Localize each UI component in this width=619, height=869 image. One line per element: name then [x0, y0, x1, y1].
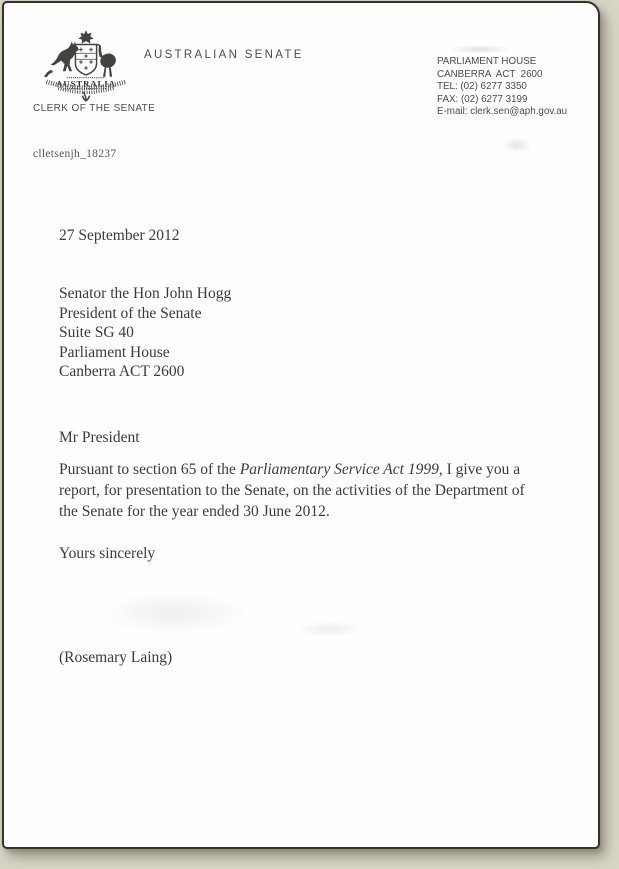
body-text-after: , I give you a report, for presentation to the Senate, on the activities of the Department of the Senate for the year ended 30 June 2012. — [59, 461, 525, 520]
recipient-suite: Suite SG 40 — [59, 324, 134, 341]
signature-ghost-smudge — [99, 591, 249, 635]
contact-address-line1: PARLIAMENT HOUSE — [437, 56, 537, 67]
scan-smudge — [449, 45, 511, 54]
recipient-address — [59, 284, 231, 382]
australian-coat-of-arms-icon — [40, 29, 132, 107]
recipient-city: Canberra ACT 2600 — [59, 363, 185, 380]
recipient-name: Senator the Hon John Hogg — [59, 285, 232, 302]
letter-date: 27 September 2012 — [59, 227, 180, 244]
recipient-title: President of the Senate — [59, 304, 202, 322]
contact-fax: FAX: (02) 6277 3199 — [437, 93, 528, 105]
office-title: CLERK OF THE SENATE — [33, 103, 156, 114]
scan-smudge — [294, 621, 364, 637]
recipient-building: Parliament House — [59, 343, 170, 361]
contact-email: E-mail: clerk.sen@aph.gov.au — [437, 106, 568, 118]
letter-page — [2, 1, 600, 849]
file-reference: clletsenjh_18237 — [33, 148, 117, 160]
act-title-italic: Parliamentary Service Act 1999 — [239, 461, 439, 478]
salutation: Mr President — [59, 429, 140, 446]
signatory-name: (Rosemary Laing) — [59, 649, 173, 666]
contact-block — [437, 56, 567, 119]
coat-of-arms-banner-text: AUSTRALIA — [56, 78, 116, 89]
closing: Yours sincerely — [59, 545, 156, 562]
contact-address-line2: CANBERRA ACT 2600 — [437, 68, 543, 80]
contact-tel: TEL: (02) 6277 3350 — [437, 81, 527, 93]
body-paragraph — [59, 459, 529, 522]
body-text-before: Pursuant to section 65 of the — [59, 461, 240, 478]
scan-smudge — [502, 137, 532, 153]
organisation-name: AUSTRALIAN SENATE — [144, 49, 304, 61]
